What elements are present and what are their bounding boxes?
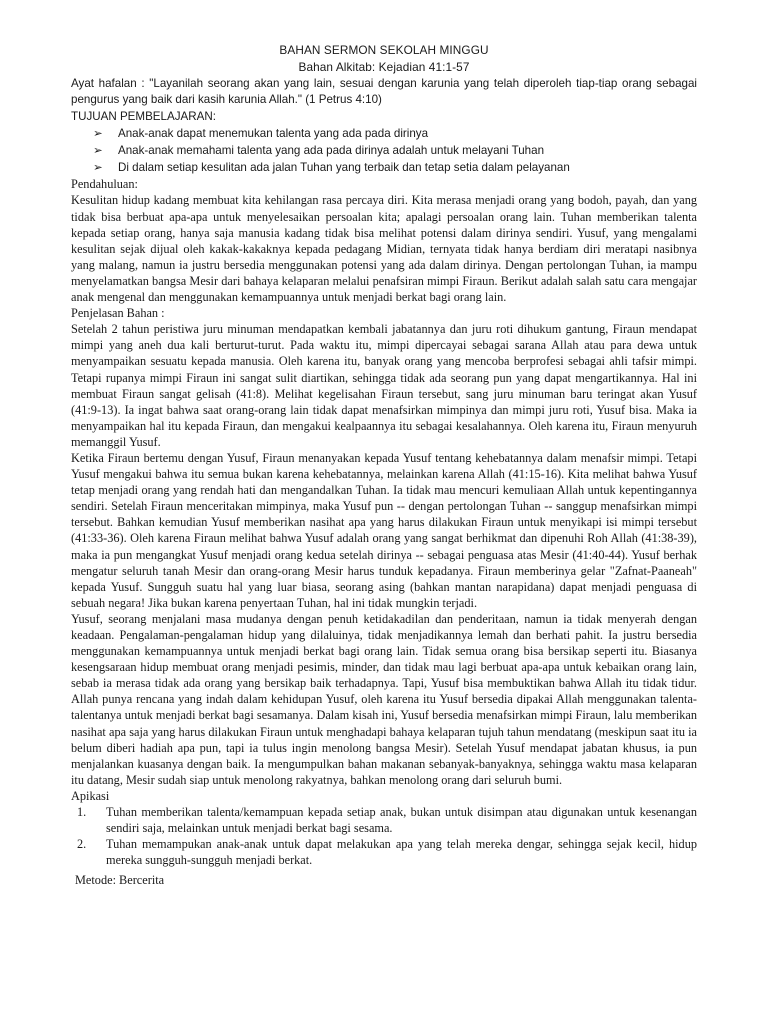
list-item bbox=[71, 804, 697, 836]
list-item bbox=[71, 160, 697, 177]
explanation-paragraph: Ketika Firaun bertemu dengan Yusuf, Firaun menanyakan kepada Yusuf tentang kehebatannya dalam menafsir mimpi. Tetapi Yusuf mengakui bahwa itu semua bukan karena kehebatannya, melainkan karena Allah (41:15-16). Kita melihat bahwa Yusuf tetap menjadi orang yang rendah hati dan mengandalkan Tuhan. Ia tidak mau mencuri kemuliaan Allah untuk kepentingannya sendiri. Setelah Firaun menceritakan mimpinya, maka Yusuf pun -- dengan pertolongan Tuhan -- sanggup menafsirkan mimpi tersebut. Bahkan kemudian Yusuf memberikan nasihat apa yang harus dilakukan Firaun untuk menyikapi isi mimpi tersebut (41:33-36). Oleh karena Firaun melihat bahwa Yusuf adalah orang yang sangat berhikmat dan dipenuhi Roh Allah (41:38-39), maka ia pun mengangkat Yusuf menjadi orang kedua setelah dirinya -- sebagai penguasa atas Mesir (41:40-44). Yusuf berhak mengatur seluruh tanah Mesir dan orang-orang Mesir harus tunduk kepadanya. Firaun memberinya gelar "Zafnat-Paaneah" kepada Yusuf. Sungguh suatu hal yang luar biasa, seorang asing (bahkan mantan narapidana) dapat menjadi penguasa di sebuah negara! Jika bukan karena penyertaan Tuhan, hal ini tidak mungkin terjadi. bbox=[71, 450, 697, 610]
intro-paragraph: Kesulitan hidup kadang membuat kita kehilangan rasa percaya diri. Kita merasa menjadi orang yang bodoh, payah, dan yang tidak bisa berbuat apa-apa untuk menyelesaikan persoalan kita; apalagi persoalan orang lain. Tuhan memberikan talenta kepada setiap orang, hanya saja manusia kadang tidak bisa melihat potensi dalam dirinya sendiri. Yusuf, yang mengalami kesulitan sejak dijual oleh kakak-kakaknya kepada pedagang Midian, ternyata tidak hanya berdiam diri meratapi nasibnya yang malang, namun ia justru bersedia menggunakan potensi yang ada dalam dirinya. Dengan pertolongan Tuhan, ia mampu menyelamatkan bangsa Mesir dari bahaya kelaparan melalui penafsiran mimpi Firaun. Berikut adalah salah satu cara mengajar anak mengenal dan menggunakan kemampuannya untuk menjadi berkat bagi orang lain. bbox=[71, 193, 697, 305]
arrow-bullet-icon: ➢ bbox=[93, 126, 103, 140]
application-heading: Apikasi bbox=[71, 788, 110, 803]
list-item bbox=[71, 836, 697, 868]
memory-verse: Ayat hafalan : "Layanilah seorang akan yang lain, sesuai dengan karunia yang telah diperoleh tiap-tiap orang sebagai pengurus yang baik dari kasih karunia Allah." (1 Petrus 4:10) bbox=[71, 76, 697, 107]
goals-heading: TUJUAN PEMBELAJARAN: bbox=[71, 110, 216, 124]
list-item bbox=[71, 126, 697, 143]
explanation-paragraph: Setelah 2 tahun peristiwa juru minuman mendapatkan kembali jabatannya dan juru roti dihukum gantung, Firaun mendapat mimpi yang aneh dua kali berturut-turut. Pada waktu itu, mimpi dipercayai sebagai sarana Allah atau para dewa untuk menyampaikan sesuatu kepada manusia. Oleh karena itu, banyak orang yang mencoba berprofesi sebagai ahli tafsir mimpi. Tetapi rupanya mimpi Firaun ini sangat sulit diartikan, sehingga tidak ada seorang pun yang dapat mengartikannya. Hal ini membuat Firaun sangat gelisah (41:8). Melihat kegelisahan Firaun tersebut, sang juru minuman baru teringat akan Yusuf (41:9-13). Ia ingat bahwa saat orang-orang lain tidak dapat menafsirkan mimpinya dan mimpi juru roti, Yusuf bisa. Maka ia menyampaikan hal itu kepada Firaun, dan mengakui kealpaannya itu sebagai kesalahannya. Oleh karena itu, Firaun menyuruh memanggil Yusuf. bbox=[71, 322, 697, 449]
application-text: Tuhan memberikan talenta/kemampuan kepada setiap anak, bukan untuk disimpan atau digunakan untuk kesenangan sendiri saja, melainkan untuk menjadi berkat bagi sesama. bbox=[106, 805, 697, 836]
goal-text: Di dalam setiap kesulitan ada jalan Tuhan yang terbaik dan tetap setia dalam pelayanan bbox=[118, 160, 570, 174]
explanation-paragraph: Yusuf, seorang menjalani masa mudanya dengan penuh ketidakadilan dan penderitaan, namun ia tidak menyerah dengan keadaan. Pengalaman-pengalaman hidup yang dilaluinya, tidak menjadikannya lemah dan berhati pahit. Ia justru bersedia menggunakan kemampuannya untuk menjadi berkat bagi orang lain. Tidak semua orang bisa bersikap seperti itu. Biasanya kesengsaraan hidup membuat orang menjadi pesimis, minder, dan tidak mau lagi berbuat apa-apa untuk kebaikan orang lain, sebab ia merasa tidak ada orang yang bersikap baik terhadapnya. Tapi, Yusuf bisa membuktikan bahwa Allah itu tidak tidur. Allah punya rencana yang indah dalam kehidupan Yusuf, oleh karena itu Yusuf bersedia dipakai Allah menggunakan talenta-talentanya untuk menjadi berkat bagi sesamanya. Dalam kisah ini, Yusuf bersedia menafsirkan mimpi Firaun, lalu memberikan nasihat apa saja yang harus dilakukan Firaun untuk menghadapi bahaya kelaparan tujuh tahun mendatang (meskipun saat itu ia belum diberi hadiah apa pun, tapi ia tulus ingin menolong bangsa Mesir). Setelah Yusuf mendapat jabatan khusus, ia pun menjalankan kuasanya dengan baik. Ia mengumpulkan bahan makanan sebanyak-banyaknya, sehingga waktu masa kelaparan itu datang, Mesir sudah siap untuk menolong rakyatnya, bahkan menolong orang dari seluruh bumi. bbox=[71, 611, 697, 787]
document-title: BAHAN SERMON SEKOLAH MINGGU bbox=[279, 43, 489, 57]
method-line: Metode: Bercerita bbox=[75, 873, 165, 888]
scripture-reference: Bahan Alkitab: Kejadian 41:1-57 bbox=[298, 59, 470, 74]
application-text: Tuhan memampukan anak-anak untuk dapat melakukan apa yang telah mereka dengar, sehingga sejak kecil, hidup mereka sungguh-sungguh menjadi berkat. bbox=[106, 837, 697, 868]
goals-list bbox=[71, 126, 697, 176]
goal-text: Anak-anak dapat menemukan talenta yang ada pada dirinya bbox=[118, 126, 429, 140]
application-list bbox=[71, 804, 697, 868]
list-item bbox=[71, 143, 697, 160]
list-number: 2. bbox=[77, 837, 87, 852]
arrow-bullet-icon: ➢ bbox=[93, 143, 103, 157]
explanation-heading: Penjelasan Bahan : bbox=[71, 306, 165, 321]
list-number: 1. bbox=[77, 805, 87, 820]
goal-text: Anak-anak memahami talenta yang ada pada dirinya adalah untuk melayani Tuhan bbox=[118, 143, 545, 157]
intro-heading: Pendahuluan: bbox=[71, 177, 138, 192]
arrow-bullet-icon: ➢ bbox=[93, 160, 103, 174]
